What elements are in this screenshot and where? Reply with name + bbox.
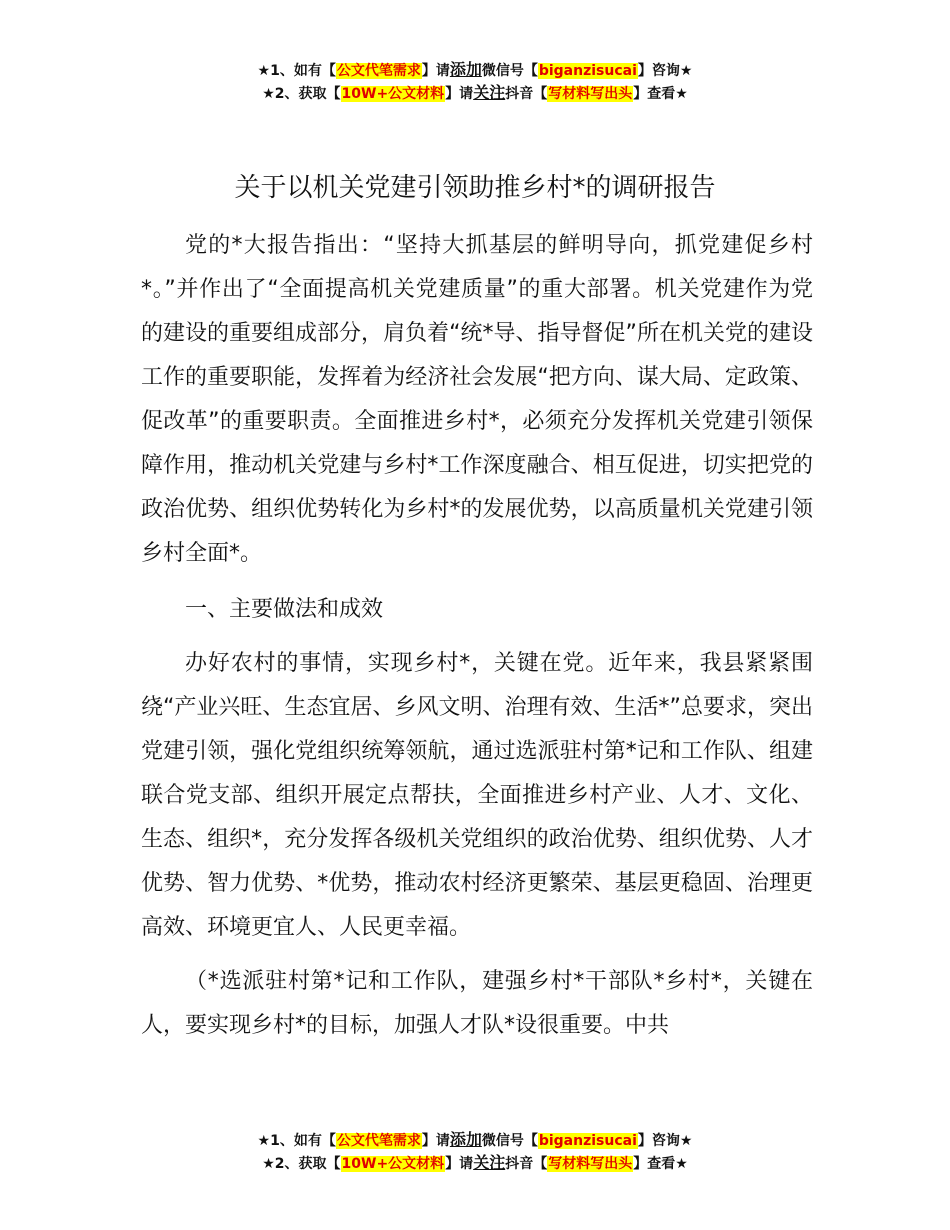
promo-highlight: biganzisucai	[538, 1133, 637, 1149]
promo-banner-top	[0, 59, 950, 105]
promo-text: 抖音【	[505, 86, 548, 102]
promo-highlight: 10W+公文材料	[341, 86, 445, 102]
promo-text: ★1、如有【	[257, 63, 336, 79]
promo-text: 】请	[421, 1133, 450, 1149]
promo-text: 】咨询★	[637, 63, 693, 79]
promo-text: 】请	[445, 86, 474, 102]
paragraph: （*选派驻村第*记和工作队，建强乡村*干部队*乡村*，关键在人，要实现乡村*的目标，加强人才队*设很重要。中共	[141, 969, 813, 1038]
promo-text: 微信号【	[481, 63, 538, 79]
promo-line-1	[0, 1129, 950, 1152]
document-title: 关于以机关党建引领助推乡村*的调研报告	[234, 173, 716, 203]
promo-text: 】请	[421, 63, 450, 79]
promo-highlight: 10W+公文材料	[341, 1156, 445, 1172]
paragraph: 党的*大报告指出：“坚持大抓基层的鲜明导向，抓党建促乡村*。”并作出了“全面提高机关党建质量”的重大部署。机关党建作为党的建设的重要组成部分，肩负着“统*导、指导督促”所在机关党的建设工作的重要职能，发挥着为经济社会发展“把方向、谋大局、定政策、促改革”的重要职责。全面推进乡村*，必须充分发挥机关党建引领保障作用，推动机关党建与乡村*工作深度融合、相互促进，切实把党的政治优势、组织优势转化为乡村*的发展优势，以高质量机关党建引领乡村全面*。	[141, 233, 813, 566]
promo-text: 】咨询★	[637, 1133, 693, 1149]
promo-text: ★1、如有【	[257, 1133, 336, 1149]
promo-emphasis: 添加	[449, 1130, 482, 1149]
promo-banner-bottom	[0, 1129, 950, 1175]
paragraph: 办好农村的事情，实现乡村*，关键在党。近年来，我县紧紧围绕“产业兴旺、生态宜居、乡风文明、治理有效、生活*”总要求，突出党建引领，强化党组织统筹领航，通过选派驻村第*记和工作队、组建联合党支部、组织开展定点帮扶，全面推进乡村产业、人才、文化、生态、组织*，充分发挥各级机关党组织的政治优势、组织优势、人才优势、智力优势、*优势，推动农村经济更繁荣、基层更稳固、治理更高效、环境更宜人、人民更幸福。	[141, 651, 813, 940]
promo-text: 微信号【	[481, 1133, 538, 1149]
promo-text: 】查看★	[633, 86, 688, 102]
promo-emphasis: 关注	[473, 83, 506, 102]
promo-text: ★2、获取【	[262, 86, 341, 102]
promo-text: ★2、获取【	[262, 1156, 341, 1172]
promo-emphasis: 关注	[473, 1153, 506, 1172]
promo-line-1	[0, 59, 950, 82]
section-heading: 一、主要做法和成效	[185, 597, 384, 622]
promo-text: 】请	[445, 1156, 474, 1172]
promo-text: 】查看★	[633, 1156, 688, 1172]
promo-line-2	[0, 82, 950, 105]
promo-highlight: biganzisucai	[538, 63, 637, 79]
document-body	[141, 224, 813, 1048]
promo-highlight: 公文代笔需求	[336, 63, 421, 79]
promo-emphasis: 添加	[449, 60, 482, 79]
promo-highlight: 公文代笔需求	[336, 1133, 421, 1149]
promo-text: 抖音【	[505, 1156, 548, 1172]
promo-highlight: 写材料写出头	[548, 86, 633, 102]
promo-highlight: 写材料写出头	[548, 1156, 633, 1172]
promo-line-2	[0, 1152, 950, 1175]
